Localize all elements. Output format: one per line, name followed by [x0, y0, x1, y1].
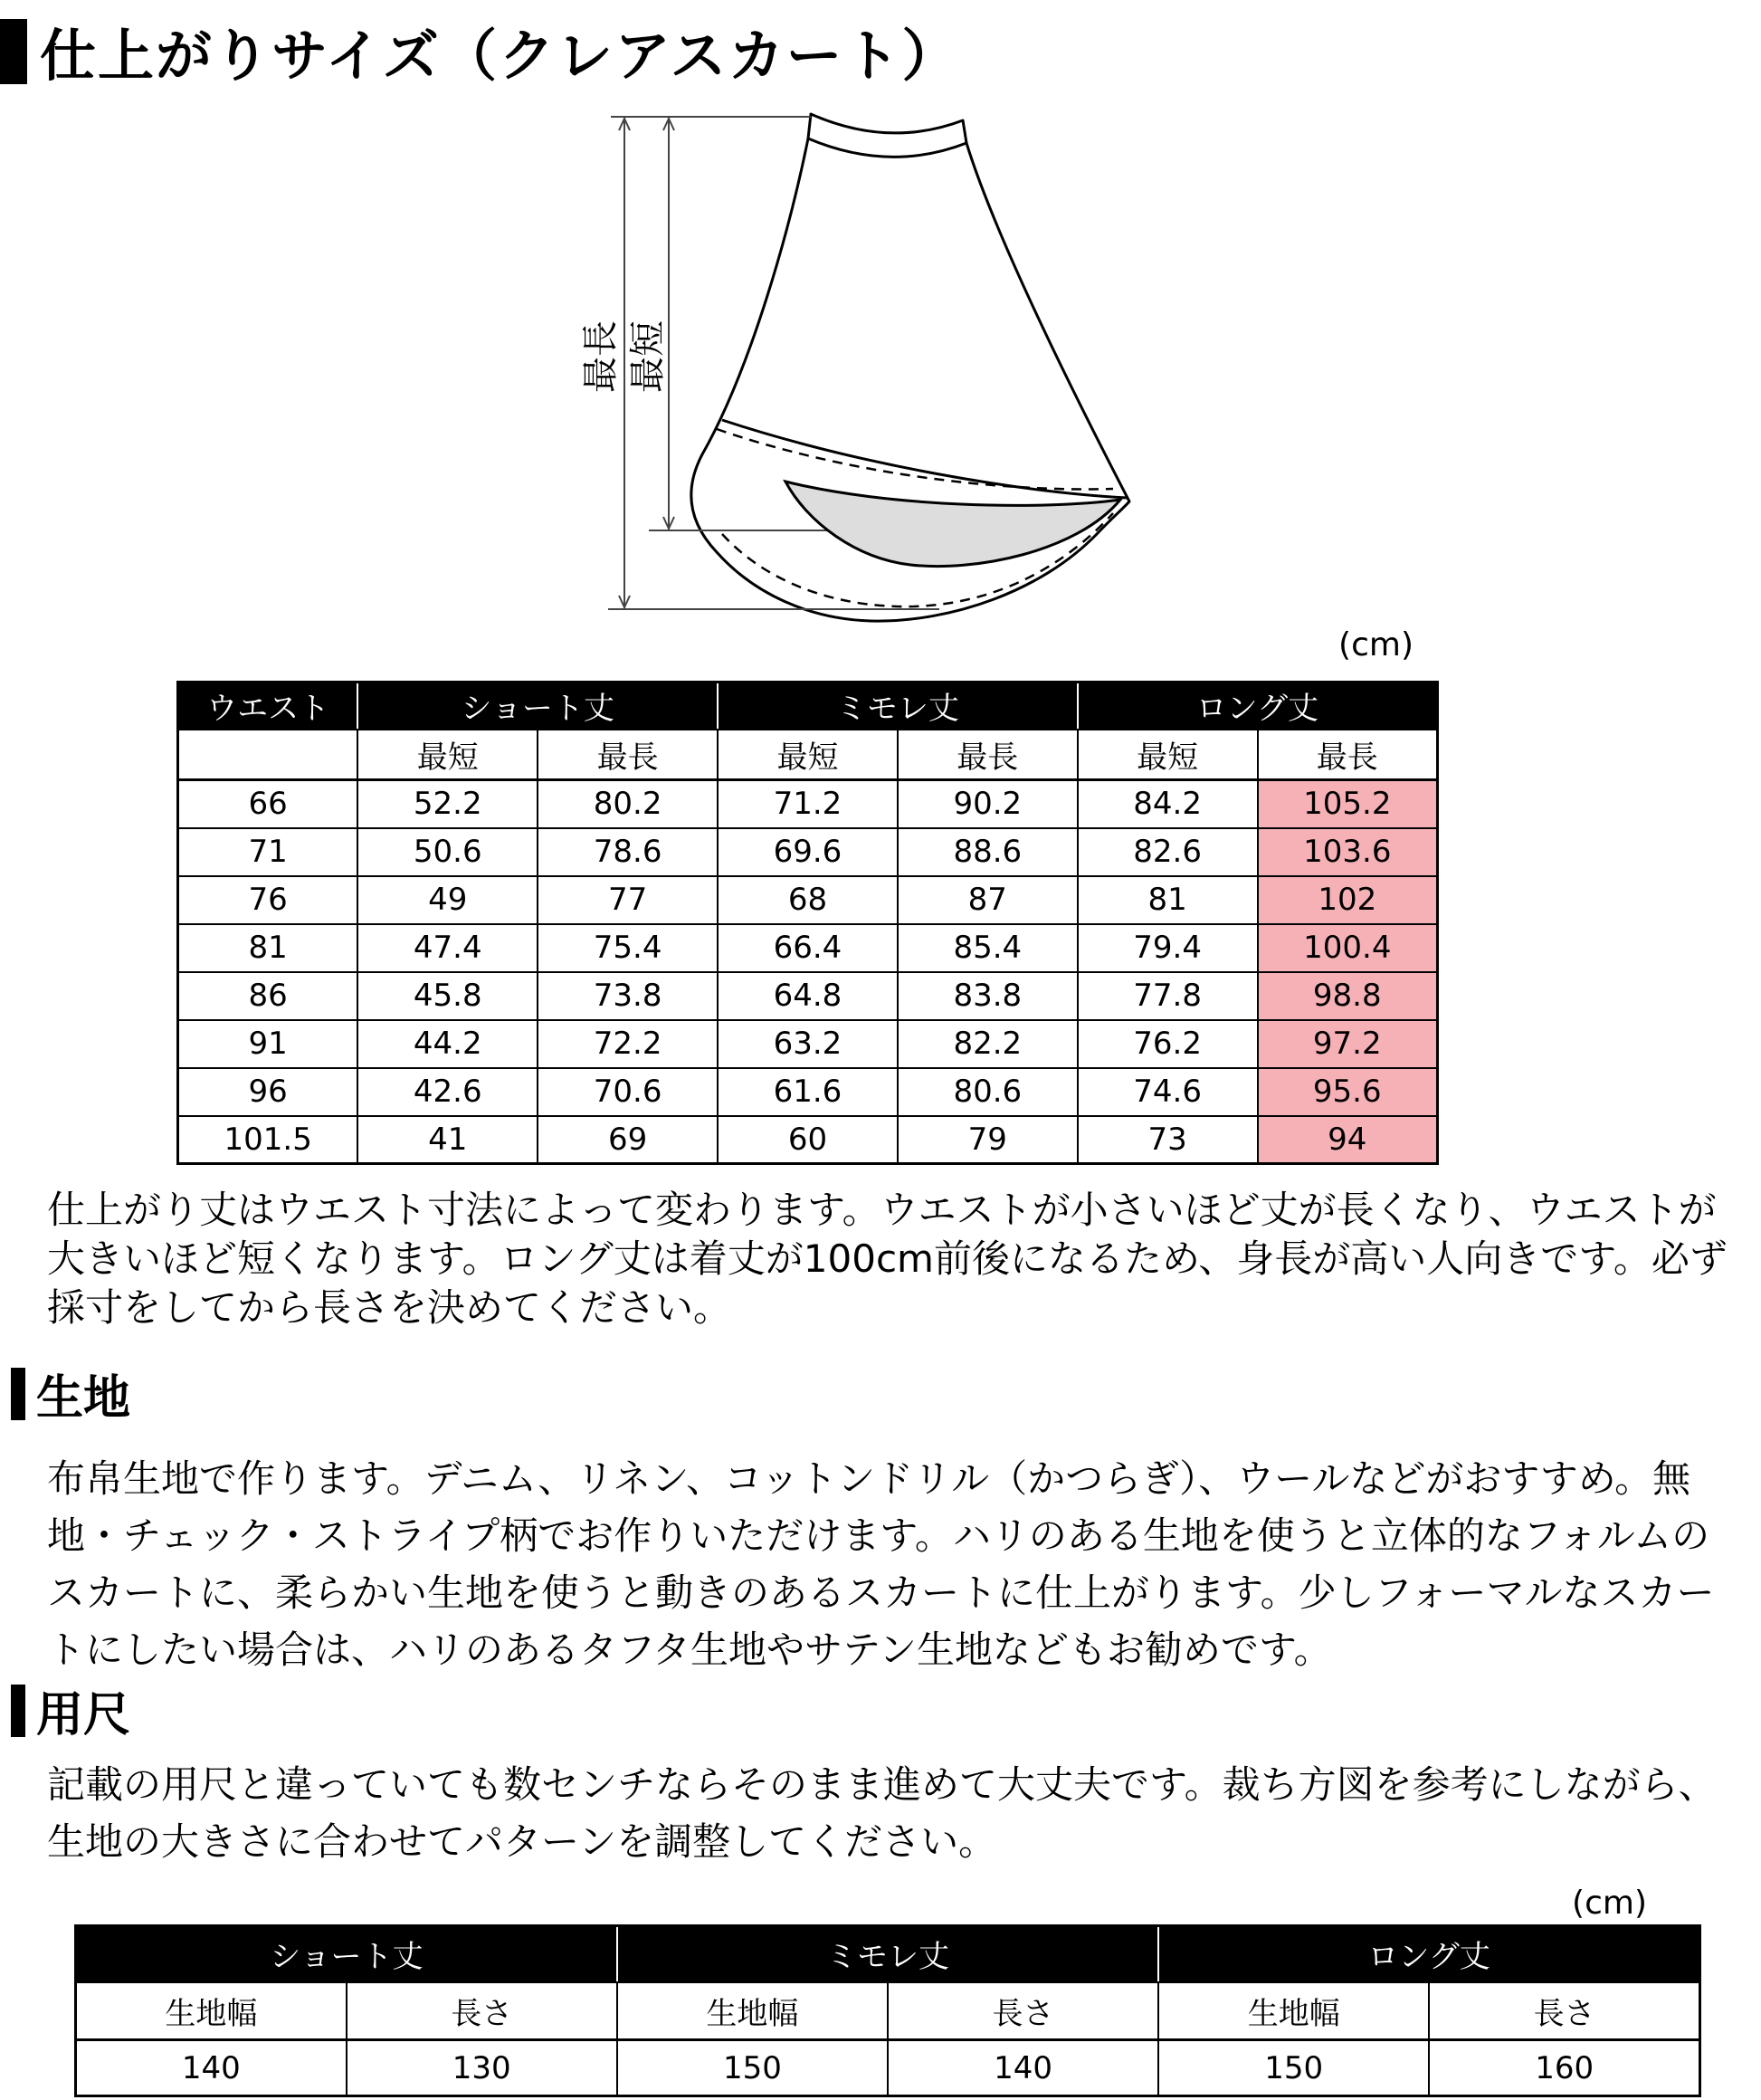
waist-value: 91 — [178, 1020, 358, 1068]
size-value: 49 — [357, 876, 538, 924]
size-value-highlighted: 105.2 — [1258, 780, 1438, 828]
size-sub-header: 最短 — [357, 730, 538, 780]
size-value: 87 — [898, 876, 1078, 924]
waist-value: 81 — [178, 924, 358, 972]
yardage-value: 140 — [888, 2040, 1158, 2096]
yardage-note: 記載の用尺と違っていても数センチならそのまま進めて大丈夫です。裁ち方図を参考にしながら、生地の大きさに合わせてパターンを調整してください。 — [47, 1762, 1717, 1864]
longest-length-label: 最長 — [580, 320, 622, 393]
size-value: 69.6 — [718, 828, 898, 876]
size-value: 77.8 — [1078, 972, 1258, 1020]
size-value: 80.2 — [538, 780, 718, 828]
size-col-short: ショート丈 — [357, 682, 718, 730]
skirt-diagram-svg — [570, 101, 1149, 644]
yardage-section-heading-row — [11, 1676, 130, 1744]
yardage-col-short: ショート丈 — [76, 1926, 617, 1982]
size-value: 50.6 — [357, 828, 538, 876]
yardage-col-long: ロング丈 — [1158, 1926, 1699, 1982]
size-value: 72.2 — [538, 1020, 718, 1068]
size-value: 84.2 — [1078, 780, 1258, 828]
size-value: 60 — [718, 1116, 898, 1164]
size-value: 82.6 — [1078, 828, 1258, 876]
size-value-highlighted: 94 — [1258, 1116, 1438, 1164]
size-value: 76.2 — [1078, 1020, 1258, 1068]
size-value: 78.6 — [538, 828, 718, 876]
table-row — [76, 2040, 1700, 2096]
size-col-midi: ミモレ丈 — [718, 682, 1078, 730]
table-row — [178, 1116, 1438, 1164]
yardage-value: 150 — [617, 2040, 888, 2096]
size-value: 88.6 — [898, 828, 1078, 876]
table-row — [178, 972, 1438, 1020]
size-value: 64.8 — [718, 972, 898, 1020]
size-value: 52.2 — [357, 780, 538, 828]
size-table-unit: (cm) — [1338, 626, 1414, 663]
yardage-col-midi: ミモレ丈 — [617, 1926, 1158, 1982]
waist-value: 96 — [178, 1068, 358, 1116]
size-value: 61.6 — [718, 1068, 898, 1116]
size-value: 47.4 — [357, 924, 538, 972]
size-value-highlighted: 102 — [1258, 876, 1438, 924]
size-value: 74.6 — [1078, 1068, 1258, 1116]
shortest-length-label: 最短 — [627, 320, 669, 393]
table-row — [178, 780, 1438, 828]
waist-value: 101.5 — [178, 1116, 358, 1164]
size-value: 71.2 — [718, 780, 898, 828]
fabric-section-heading-row — [11, 1360, 130, 1427]
size-col-long: ロング丈 — [1078, 682, 1438, 730]
yardage-heading: 用尺 — [36, 1688, 131, 1742]
yardage-sub-header: 生地幅 — [1158, 1982, 1429, 2040]
size-value-highlighted: 98.8 — [1258, 972, 1438, 1020]
size-col-waist: ウエスト — [178, 682, 358, 730]
size-value: 81 — [1078, 876, 1258, 924]
size-value-highlighted: 95.6 — [1258, 1068, 1438, 1116]
size-value: 90.2 — [898, 780, 1078, 828]
size-value: 85.4 — [898, 924, 1078, 972]
yardage-value: 160 — [1429, 2040, 1699, 2096]
size-value-highlighted: 103.6 — [1258, 828, 1438, 876]
size-value-highlighted: 97.2 — [1258, 1020, 1438, 1068]
waist-value: 86 — [178, 972, 358, 1020]
table-row — [178, 1068, 1438, 1116]
yardage-sub-header: 長さ — [1429, 1982, 1699, 2040]
size-sub-header: 最長 — [898, 730, 1078, 780]
skirt-diagram — [570, 101, 1149, 644]
size-value: 69 — [538, 1116, 718, 1164]
yardage-sub-header: 長さ — [888, 1982, 1158, 2040]
yardage-value: 150 — [1158, 2040, 1429, 2096]
table-row — [178, 876, 1438, 924]
size-value: 73 — [1078, 1116, 1258, 1164]
size-value: 63.2 — [718, 1020, 898, 1068]
size-value: 66.4 — [718, 924, 898, 972]
table-row — [178, 828, 1438, 876]
yardage-sub-header: 生地幅 — [617, 1982, 888, 2040]
size-value: 42.6 — [357, 1068, 538, 1116]
waist-value: 71 — [178, 828, 358, 876]
yardage-table-unit: (cm) — [1572, 1885, 1647, 1922]
size-value: 70.6 — [538, 1068, 718, 1116]
waist-value: 66 — [178, 780, 358, 828]
size-value: 44.2 — [357, 1020, 538, 1068]
size-value: 83.8 — [898, 972, 1078, 1020]
table-row — [178, 924, 1438, 972]
size-value: 68 — [718, 876, 898, 924]
size-value: 75.4 — [538, 924, 718, 972]
size-value-highlighted: 100.4 — [1258, 924, 1438, 972]
title-bullet-marker — [0, 19, 27, 84]
size-value: 73.8 — [538, 972, 718, 1020]
size-value: 41 — [357, 1116, 538, 1164]
size-sub-header: 最長 — [1258, 730, 1438, 780]
yardage-heading-bullet-marker — [11, 1685, 25, 1737]
fabric-heading-bullet-marker — [11, 1368, 25, 1420]
fabric-note: 布帛生地で作ります。デニム、リネン、コットンドリル（かつらぎ）、ウールなどがおすすめ。無地・チェック・ストライプ柄でお作りいただけます。ハリのある生地を使うと立体的なフォルムのスカートに、柔らかい生地を使うと動きのあるスカートに仕上がります。少しフォーマルなスカートにしたい場合は、ハリのあるタフタ生地やサテン生地などもお勧めです。 — [47, 1456, 1715, 1672]
size-sub-empty — [178, 730, 358, 780]
yardage-sub-header: 長さ — [347, 1982, 617, 2040]
yardage-sub-header: 生地幅 — [76, 1982, 347, 2040]
size-value: 77 — [538, 876, 718, 924]
size-value: 80.6 — [898, 1068, 1078, 1116]
size-value: 45.8 — [357, 972, 538, 1020]
table-row — [178, 1020, 1438, 1068]
size-value: 79.4 — [1078, 924, 1258, 972]
yardage-value: 130 — [347, 2040, 617, 2096]
size-sub-header: 最長 — [538, 730, 718, 780]
size-sub-header: 最短 — [1078, 730, 1258, 780]
finished-size-table — [176, 681, 1439, 1165]
size-value: 79 — [898, 1116, 1078, 1164]
page-header — [0, 11, 960, 91]
size-sub-header: 最短 — [718, 730, 898, 780]
page-title: 仕上がりサイズ（クレアスカート） — [40, 23, 960, 89]
size-value: 82.2 — [898, 1020, 1078, 1068]
fabric-heading: 生地 — [36, 1371, 131, 1426]
finished-length-note: 仕上がり丈はウエスト寸法によって変わります。ウエストが小さいほど丈が長くなり、ウエストが大きいほど短くなります。ロング丈は着丈が100cm前後になるため、身長が高い人向きです。必ず採寸をしてから長さを決めてください。 — [47, 1188, 1728, 1330]
yardage-value: 140 — [76, 2040, 347, 2096]
waist-value: 76 — [178, 876, 358, 924]
yardage-table — [74, 1924, 1701, 2097]
